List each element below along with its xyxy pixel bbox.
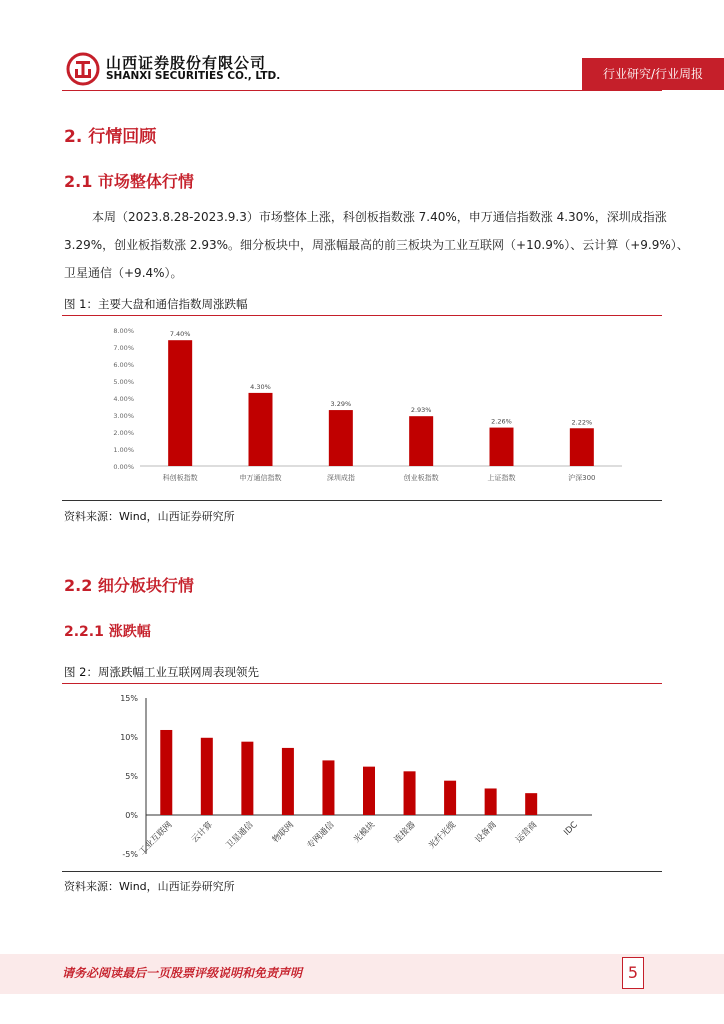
figure1-bar-chart	[62, 318, 662, 498]
data-label: 2.93%	[410, 406, 432, 415]
footer-disclaimer: 请务必阅读最后一页股票评级说明和免责声明	[62, 966, 303, 980]
page-number: 5	[622, 957, 644, 989]
bar	[525, 793, 537, 815]
bar	[201, 738, 213, 815]
bar	[241, 742, 253, 815]
y-tick-label: 5%	[125, 772, 138, 781]
x-tick-label: 沪深300	[568, 474, 596, 482]
x-tick-label: 申万通信指数	[239, 474, 282, 482]
y-tick-label: 0%	[125, 811, 138, 820]
figure2-source: 资料来源：Wind，山西证券研究所	[64, 880, 235, 893]
bar	[322, 760, 334, 815]
section-heading: 2. 行情回顾	[64, 127, 157, 147]
data-label: 7.40%	[169, 330, 191, 339]
y-tick-label: 4.00%	[113, 395, 134, 403]
x-tick-label: IDC	[562, 820, 580, 838]
bar	[404, 771, 416, 815]
figure1-bottom-rule	[62, 500, 662, 501]
x-tick-label: 专网通信	[305, 820, 337, 852]
x-tick-label: 运营商	[514, 820, 540, 846]
figure2-bar-chart	[62, 686, 662, 870]
report-type-tag: 行业研究/行业周报	[582, 58, 724, 90]
x-tick-label: 科创板指数	[162, 474, 198, 482]
y-tick-label: 8.00%	[113, 327, 134, 335]
subsubsection-heading-change: 2.2.1 涨跌幅	[64, 624, 151, 640]
bar	[329, 410, 353, 466]
bar	[409, 416, 433, 466]
figure2-top-rule	[62, 683, 662, 684]
x-tick-label: 设备商	[473, 820, 499, 846]
x-tick-label: 光纤光缆	[427, 820, 459, 852]
x-tick-label: 物联网	[270, 820, 297, 846]
subsection-heading-sector: 2.2 细分板块行情	[64, 576, 194, 595]
figure1-title: 图 1：主要大盘和通信指数周涨跌幅	[64, 297, 248, 311]
y-tick-label: 0.00%	[113, 463, 134, 471]
y-tick-label: 2.00%	[113, 429, 134, 437]
y-tick-label: 5.00%	[113, 378, 134, 386]
company-name-cn: 山西证券股份有限公司	[106, 54, 267, 72]
paragraph-line-3: 卫星通信（+9.4%）。	[64, 266, 183, 280]
bar	[570, 428, 594, 466]
x-tick-label: 卫星通信	[224, 820, 256, 852]
x-tick-label: 云计算	[189, 820, 215, 846]
x-tick-label: 创业板指数	[403, 474, 439, 482]
x-tick-label: 工业互联网	[137, 820, 175, 858]
bar	[444, 781, 456, 815]
bar	[160, 730, 172, 815]
x-tick-label: 连接器	[392, 820, 418, 846]
y-tick-label: 15%	[120, 694, 138, 703]
data-label: 3.29%	[330, 400, 352, 409]
data-label: 2.26%	[491, 417, 512, 426]
figure1-top-rule	[62, 315, 662, 316]
y-tick-label: 7.00%	[113, 344, 134, 352]
bar	[282, 748, 294, 815]
bar	[485, 788, 497, 815]
paragraph-line-1: 本周（2023.8.28-2023.9.3）市场整体上涨，科创板指数涨 7.40%，申万通信指数涨 4.30%，深圳成指涨	[92, 210, 667, 224]
x-tick-label: 上证指数	[487, 474, 516, 482]
bar	[249, 393, 273, 466]
shanxi-securities-logo-icon	[66, 52, 100, 86]
bar	[363, 767, 375, 815]
x-tick-label: 深圳成指	[326, 474, 355, 482]
y-tick-label: -5%	[122, 850, 138, 859]
y-tick-label: 1.00%	[113, 446, 134, 454]
paragraph-line-2: 3.29%，创业板指数涨 2.93%。细分板块中，周涨幅最高的前三板块为工业互联网（+10.9%）、云计算（+9.9%）、	[64, 238, 689, 252]
y-tick-label: 3.00%	[113, 412, 134, 420]
x-tick-label: 光模块	[352, 820, 378, 846]
header-divider	[62, 90, 662, 91]
subsection-heading-market: 2.1 市场整体行情	[64, 172, 194, 191]
bar	[168, 340, 192, 466]
figure2-bottom-rule	[62, 871, 662, 872]
data-label: 2.22%	[571, 418, 593, 427]
data-label: 4.30%	[250, 382, 271, 391]
bar	[490, 428, 514, 466]
figure2-title: 图 2：周涨跌幅工业互联网周表现领先	[64, 665, 259, 679]
company-name-en: SHANXI SECURITIES CO., LTD.	[106, 70, 281, 82]
y-tick-label: 6.00%	[113, 361, 134, 369]
figure1-source: 资料来源：Wind，山西证券研究所	[64, 510, 235, 523]
y-tick-label: 10%	[120, 733, 138, 742]
